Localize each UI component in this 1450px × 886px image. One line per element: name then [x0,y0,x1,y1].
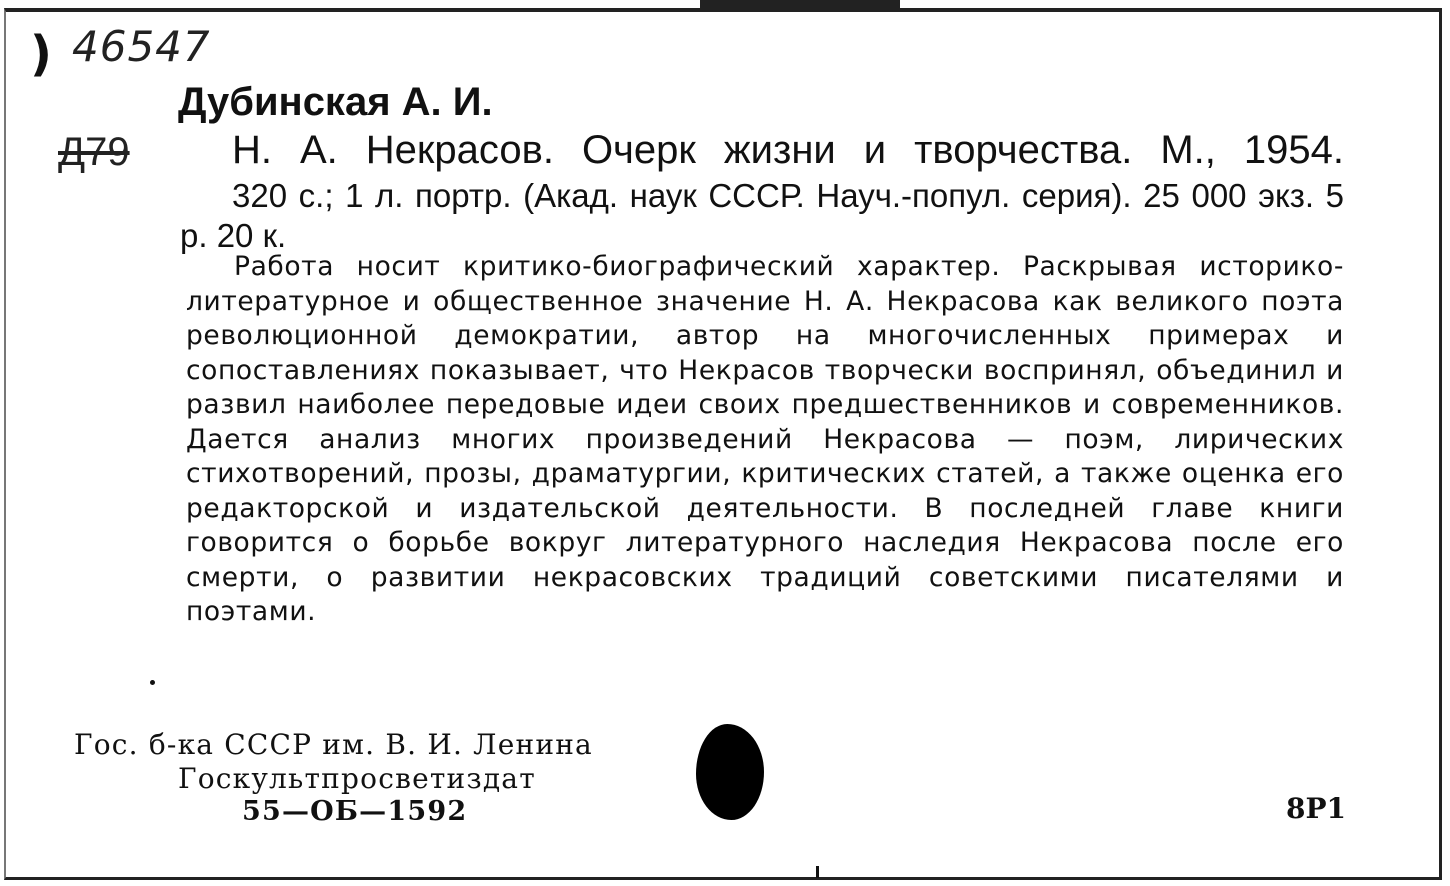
handwritten-inventory-number: 46547 [72,22,211,71]
bracket-mark: ) [30,26,52,82]
order-number: 55—ОБ—1592 [242,796,468,827]
bottom-tick-mark [816,866,819,878]
title-line: Н. А. Некрасов. Очерк жизни и творчества. М., 1954. [232,128,1344,172]
shelf-mark: 8Р1 [1285,792,1346,825]
dot-mark [150,680,155,685]
author-heading: Дубинская А. И. [178,80,493,124]
top-edge-mark [700,0,900,8]
publisher-imprint: Госкультпросветиздат [178,762,536,795]
library-imprint: Гос. б-ка СССР им. В. И. Ленина [74,728,593,761]
author-cipher: Д79 [58,130,130,174]
annotation-text: Работа носит критико-биографический характер. Раскрывая историко-литературное и общественное значение Н. А. Некрасова как великого поэта революционной демократии, автор на многочисленных примерах и сопоставлениях показывает, что Некрасов творчески воспринял, объединил и развил наиболее передовые идеи своих предшественников и современников. Дается анализ многих произведений Некрасова — поэм, лирических стихотворений, прозы, драматургии, критических статей, а также оценка его редакторской и издательской деятельности. В последней главе книги говорится о борьбе вокруг литературного наследия Некрасова после его смерти, о развитии некрасовских традиций советскими писателями и поэтами. [186,251,1344,627]
bibliographic-description: 320 с.; 1 л. портр. (Акад. наук СССР. Науч.-попул. серия). 25 000 экз. 5 р. 20 к. [180,177,1344,254]
punch-hole [696,724,764,820]
